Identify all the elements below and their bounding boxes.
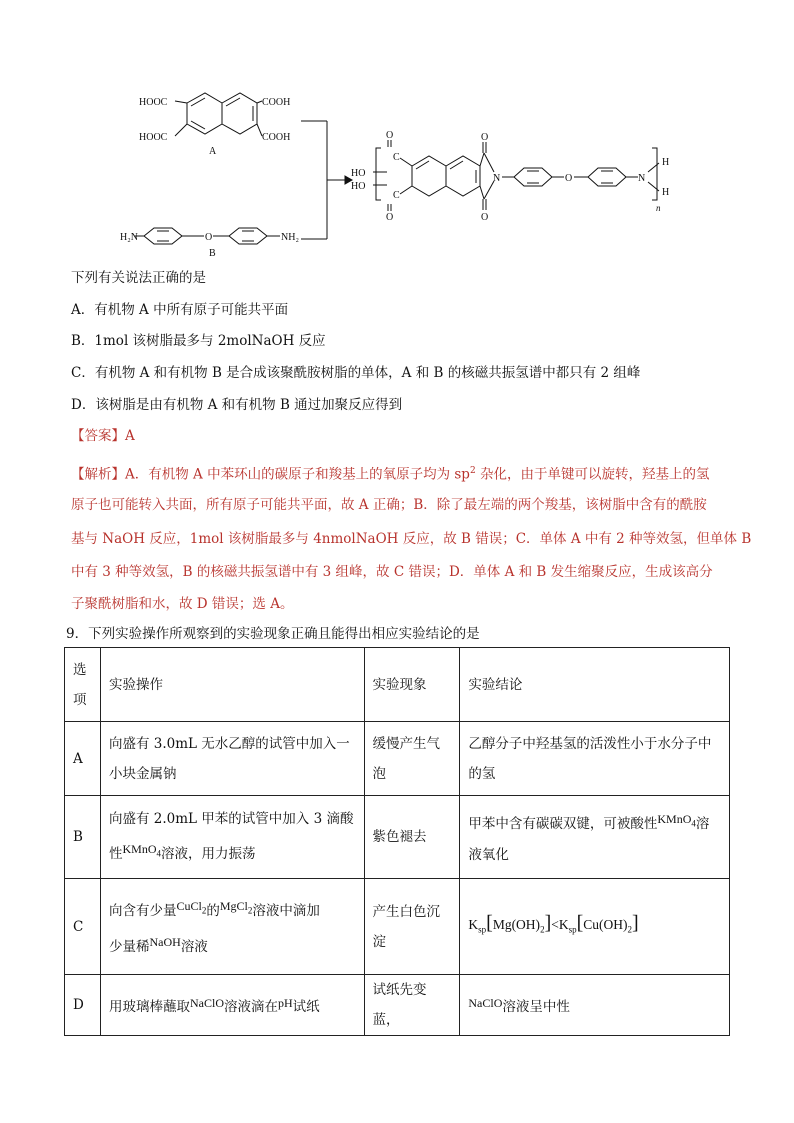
row-conclusion [460, 975, 730, 1036]
cell-text: 甲苯中含有碳碳双键，可被酸性 [468, 816, 658, 833]
label-a: A [209, 146, 217, 157]
kmno4-formula [122, 842, 161, 862]
row-phenomenon [364, 722, 460, 796]
analysis-line-4: 中有 3 种等效氢，B 的核磁共振氢谱中有 3 组峰，故 C 错误；D．单体 A 和 B 发生缩聚反应，生成该高分 [71, 564, 713, 580]
cell-text: 溶液，用力振荡 [161, 846, 256, 863]
ksp-comparison: $K_{sp}[Mg(OH)_2]<K_{sp}[Cu(OH)_2]$ [468, 912, 639, 935]
cell-text: 溶液呈中性 [502, 999, 570, 1016]
formula: Cu(OH) [583, 917, 628, 933]
cell-text: 淀 [372, 933, 386, 950]
table-row [65, 722, 730, 796]
row-option: A [65, 722, 101, 796]
cell-text: 溶液滴在 [223, 999, 278, 1016]
ho-bottom: HO [351, 181, 366, 192]
ether-o-polymer: O [565, 173, 573, 184]
o-top-left: O [386, 130, 394, 141]
repeat-n: n [656, 203, 661, 213]
formula-sub: 2 [201, 905, 207, 916]
amine-n: N [638, 173, 646, 184]
formula-sub: 2 [627, 924, 633, 935]
cell-text: 用玻璃棒蘸取 [108, 999, 190, 1016]
table-row [65, 975, 730, 1036]
cell-text: 液氧化 [468, 846, 509, 863]
formula: MgCl [219, 899, 248, 914]
mgcl2-formula [219, 899, 253, 919]
q9-stem: 9．下列实验操作所观察到的实验现象正确且能得出相应实验结论的是 [66, 626, 480, 642]
o-bottom-left: O [386, 212, 394, 223]
formula: < [551, 917, 559, 933]
carbonyl-c-top: C [393, 152, 400, 163]
cell-text: 乙醇分子中羟基氢的活泼性小于水分子中 [468, 735, 712, 752]
o-top-right: O [481, 132, 489, 143]
table-header-row [65, 648, 730, 722]
formula-sub: 2 [247, 905, 253, 916]
cell-text: 溶液中滴加 [252, 903, 320, 920]
ph-formula [277, 995, 293, 1015]
row-operation [100, 975, 364, 1036]
answer: 【答案】A [71, 428, 135, 444]
header-operation: 实验操作 [100, 648, 364, 722]
row-operation [100, 879, 364, 975]
header-option [65, 648, 101, 722]
formula: NaClO [189, 995, 224, 1010]
cooh-top-right: COOH [262, 97, 291, 108]
cooh-bottom-right: COOH [262, 132, 291, 143]
header-phenomenon: 实验现象 [364, 648, 460, 722]
cell-text: 向盛有 2.0mL 甲苯的试管中加入 3 滴酸 [108, 811, 354, 828]
reaction-figure [0, 80, 794, 265]
cell-text: 产生白色沉 [372, 903, 440, 920]
row-conclusion [460, 879, 730, 975]
amine-right: NH₂ [281, 232, 299, 243]
formula-sub: sp [568, 924, 577, 935]
formula-sub: 2 [540, 924, 545, 935]
formula: NaClO [468, 995, 503, 1010]
cell-text: 的 [206, 903, 220, 920]
row-phenomenon [364, 879, 460, 975]
analysis-line-1 [71, 461, 709, 485]
row-conclusion [460, 722, 730, 796]
formula-sub: 4 [691, 818, 696, 829]
cell-text: 缓慢产生气 [372, 735, 440, 752]
row-option: C [65, 879, 101, 975]
row-phenomenon: 紫色褪去 [364, 796, 460, 879]
analysis-line-2: 原子也可能转入共面，所有原子可能共平面，故 A 正确；B．除了最左端的两个羧基，该树脂中含有的酰胺 [71, 497, 707, 513]
option-d: D．该树脂是由有机物 A 和有机物 B 通过加聚反应得到 [71, 397, 403, 413]
analysis-line-5: 子聚酰树脂和水，故 D 错误；选 A。 [71, 596, 294, 612]
naoh-formula [149, 934, 181, 954]
naclo-formula [189, 995, 224, 1015]
row-conclusion [460, 796, 730, 879]
h-bottom: H [662, 187, 670, 198]
polymer-product [351, 130, 669, 223]
formula: KMnO [122, 842, 157, 857]
h-top: H [662, 157, 670, 168]
cell-text: 的氢 [468, 765, 496, 782]
row-option: B [65, 796, 101, 879]
formula-sub: sp [478, 924, 487, 935]
cell-text: 溶 [695, 816, 710, 833]
row-operation [100, 796, 364, 879]
table-row [65, 796, 730, 879]
cooh-bottom-left: HOOC [139, 132, 168, 143]
cell-text: 向含有少量 [108, 903, 177, 920]
row-operation [100, 722, 364, 796]
header-conclusion: 实验结论 [460, 648, 730, 722]
formula: K [558, 917, 569, 933]
o-bottom-right: O [481, 212, 489, 223]
reaction-arrow [301, 121, 352, 239]
ether-o-b: O [205, 232, 213, 243]
formula: NaOH [149, 934, 181, 949]
cell-text: 小块金属钠 [108, 765, 177, 782]
formula: Mg(OH) [492, 917, 541, 933]
kmno4-formula [657, 812, 696, 832]
compound-b [120, 228, 299, 259]
formula: CuCl [176, 899, 202, 914]
analysis-sup: 2 [469, 466, 476, 476]
naclo-formula [468, 995, 503, 1015]
experiment-table [64, 647, 730, 1036]
amine-left: H₂N [120, 232, 138, 243]
cell-text: 泡 [372, 765, 386, 782]
option-c: C．有机物 A 和有机物 B 是合成该聚酰胺树脂的单体，A 和 B 的核磁共振氢谱中都只有 2 组峰 [71, 365, 641, 381]
header-option-2: 项 [73, 691, 87, 708]
cell-text: 性 [108, 846, 123, 863]
cucl2-formula [176, 899, 207, 919]
formula: KMnO [657, 812, 692, 827]
analysis-text-1b: 杂化，由于单键可以旋转，羟基上的氢 [475, 466, 710, 483]
row-phenomenon: 试纸先变蓝， [364, 975, 460, 1036]
compound-a [139, 93, 290, 157]
analysis-line-3: 基与 NaOH 反应，1mol 该树脂最多与 4nmolNaOH 反应，故 B 错误；C．单体 A 中有 2 种等效氢，但单体 B [71, 531, 752, 547]
cell-text: 溶液 [180, 938, 208, 955]
cooh-top-left: HOOC [139, 97, 168, 108]
ho-top: HO [351, 168, 366, 179]
analysis-text-1a: A．有机物 A 中苯环山的碳原子和羧基上的氧原子均为 sp [125, 466, 470, 483]
option-a: A．有机物 A 中所有原子可能共平面 [71, 302, 289, 318]
row-option: D [65, 975, 101, 1036]
cell-text: 试纸 [292, 999, 320, 1016]
cell-text: 少量稀 [108, 938, 150, 955]
formula: K [468, 917, 479, 933]
analysis-label: 【解析】 [71, 466, 125, 483]
carbonyl-c-bottom: C [393, 190, 400, 201]
option-b: B．1mol 该树脂最多与 2molNaOH 反应 [71, 333, 326, 349]
table-row [65, 879, 730, 975]
formula: pH [277, 995, 293, 1010]
question-stem: 下列有关说法正确的是 [71, 270, 206, 286]
header-option-1: 选 [73, 661, 87, 678]
formula-sub: 4 [156, 848, 161, 859]
imide-n: N [493, 173, 501, 184]
cell-text: 向盛有 3.0mL 无水乙醇的试管中加入一 [108, 735, 350, 752]
label-b: B [209, 248, 216, 259]
